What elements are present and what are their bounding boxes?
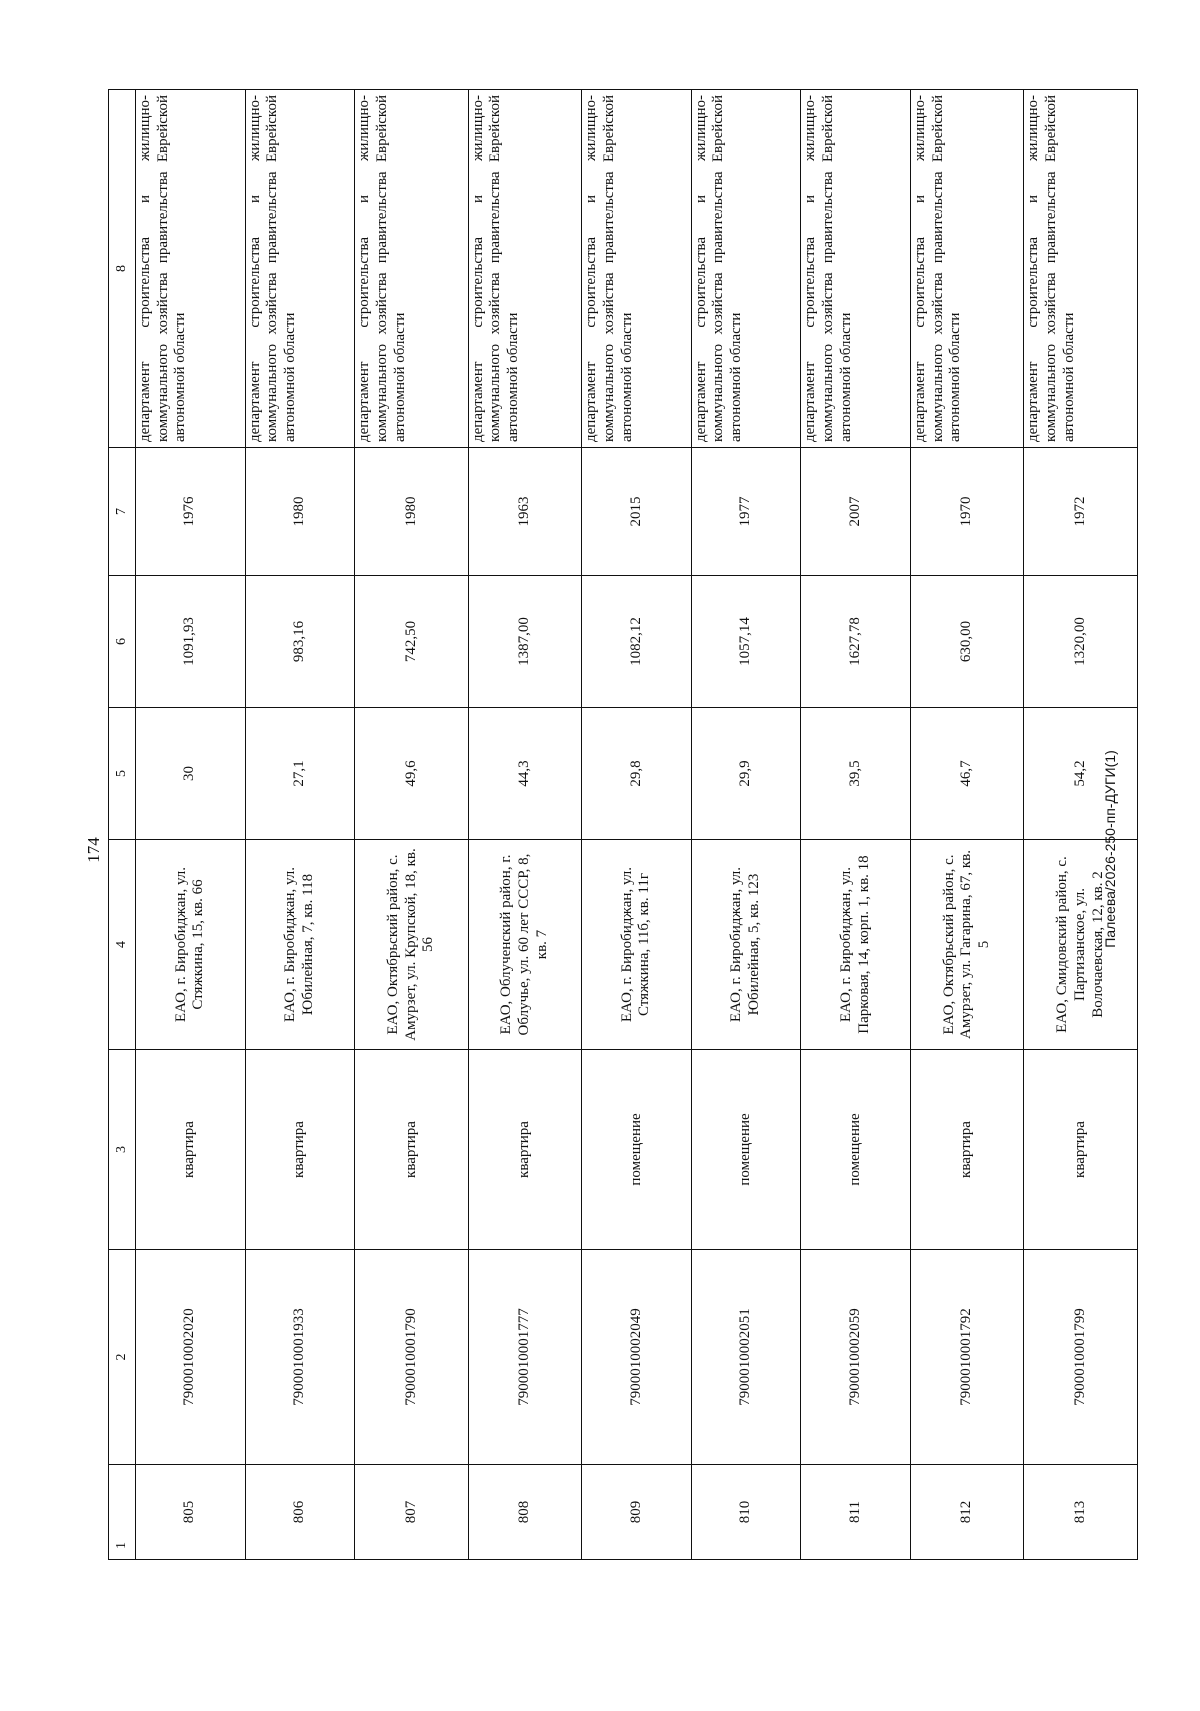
table-row bbox=[245, 90, 355, 1560]
year-cell: 1976 bbox=[136, 448, 246, 576]
registry-code-cell: 7900010002020 bbox=[136, 1250, 246, 1465]
holder-cell: департамент строительства и жилищно-коммунального хозяйства правительства Еврейской автономной области bbox=[468, 90, 582, 448]
address-cell: ЕАО, Октябрьский район, с. Амурзет, ул. Гагарина, 67, кв. 5 bbox=[910, 840, 1024, 1050]
area-cell: 27,1 bbox=[245, 708, 355, 840]
row-number-cell: 807 bbox=[355, 1465, 469, 1560]
table-row bbox=[355, 90, 469, 1560]
table-row bbox=[801, 90, 911, 1560]
value-cell: 1387,00 bbox=[468, 576, 582, 708]
table-row bbox=[136, 90, 246, 1560]
value-cell: 1627,78 bbox=[801, 576, 911, 708]
address-cell: ЕАО, г. Биробиджан, ул. Стяжкина, 15, кв. 66 bbox=[136, 840, 246, 1050]
value-cell: 1082,12 bbox=[582, 576, 692, 708]
column-header-6: 6 bbox=[109, 576, 136, 708]
column-header-2: 2 bbox=[109, 1250, 136, 1465]
year-cell: 1980 bbox=[355, 448, 469, 576]
registry-code-cell: 7900010002059 bbox=[801, 1250, 911, 1465]
table-row bbox=[910, 90, 1024, 1560]
column-header-3: 3 bbox=[109, 1050, 136, 1250]
area-cell: 49,6 bbox=[355, 708, 469, 840]
year-cell: 1970 bbox=[910, 448, 1024, 576]
column-header-7: 7 bbox=[109, 448, 136, 576]
object-type-cell: квартира bbox=[910, 1050, 1024, 1250]
object-type-cell: помещение bbox=[691, 1050, 801, 1250]
area-cell: 30 bbox=[136, 708, 246, 840]
registry-table bbox=[108, 89, 1138, 1560]
value-cell: 1057,14 bbox=[691, 576, 801, 708]
column-header-1: 1 bbox=[109, 1465, 136, 1560]
object-type-cell: квартира bbox=[136, 1050, 246, 1250]
address-cell: ЕАО, г. Биробиджан, ул. Юбилейная, 5, кв. 123 bbox=[691, 840, 801, 1050]
area-cell: 29,8 bbox=[582, 708, 692, 840]
year-cell: 1972 bbox=[1024, 448, 1138, 576]
value-cell: 742,50 bbox=[355, 576, 469, 708]
holder-cell: департамент строительства и жилищно-коммунального хозяйства правительства Еврейской автономной области bbox=[691, 90, 801, 448]
row-number-cell: 813 bbox=[1024, 1465, 1138, 1560]
holder-cell: департамент строительства и жилищно-коммунального хозяйства правительства Еврейской автономной области bbox=[582, 90, 692, 448]
area-cell: 54,2 bbox=[1024, 708, 1138, 840]
table-row bbox=[468, 90, 582, 1560]
value-cell: 983,16 bbox=[245, 576, 355, 708]
column-header-4: 4 bbox=[109, 840, 136, 1050]
address-cell: ЕАО, Смидовский район, с. Партизанское, ул. Волочаевская, 12, кв. 2 bbox=[1024, 840, 1138, 1050]
year-cell: 1963 bbox=[468, 448, 582, 576]
registry-table-rotated bbox=[108, 90, 1138, 1560]
year-cell: 2015 bbox=[582, 448, 692, 576]
object-type-cell: квартира bbox=[468, 1050, 582, 1250]
registry-code-cell: 7900010001799 bbox=[1024, 1250, 1138, 1465]
registry-table-container bbox=[108, 90, 1138, 1560]
row-number-cell: 805 bbox=[136, 1465, 246, 1560]
registry-code-cell: 7900010001790 bbox=[355, 1250, 469, 1465]
registry-code-cell: 7900010002051 bbox=[691, 1250, 801, 1465]
registry-code-cell: 7900010001777 bbox=[468, 1250, 582, 1465]
object-type-cell: квартира bbox=[355, 1050, 469, 1250]
value-cell: 1091,93 bbox=[136, 576, 246, 708]
address-cell: ЕАО, г. Биробиджан, ул. Стяжкина, 11б, кв. 11г bbox=[582, 840, 692, 1050]
object-type-cell: квартира bbox=[245, 1050, 355, 1250]
holder-cell: департамент строительства и жилищно-коммунального хозяйства правительства Еврейской автономной области bbox=[136, 90, 246, 448]
address-cell: ЕАО, Октябрьский район, с. Амурзет, ул. Крупской, 18, кв. 56 bbox=[355, 840, 469, 1050]
row-number-cell: 808 bbox=[468, 1465, 582, 1560]
address-cell: ЕАО, Облученский район, г. Облучье, ул. 60 лет СССР, 8, кв. 7 bbox=[468, 840, 582, 1050]
year-cell: 1977 bbox=[691, 448, 801, 576]
holder-cell: департамент строительства и жилищно-коммунального хозяйства правительства Еврейской автономной области bbox=[910, 90, 1024, 448]
registry-code-cell: 7900010001933 bbox=[245, 1250, 355, 1465]
holder-cell: департамент строительства и жилищно-коммунального хозяйства правительства Еврейской автономной области bbox=[355, 90, 469, 448]
row-number-cell: 812 bbox=[910, 1465, 1024, 1560]
row-number-cell: 811 bbox=[801, 1465, 911, 1560]
object-type-cell: помещение bbox=[582, 1050, 692, 1250]
holder-cell: департамент строительства и жилищно-коммунального хозяйства правительства Еврейской автономной области bbox=[245, 90, 355, 448]
row-number-cell: 810 bbox=[691, 1465, 801, 1560]
address-cell: ЕАО, г. Биробиджан, ул. Юбилейная, 7, кв. 118 bbox=[245, 840, 355, 1050]
column-header-5: 5 bbox=[109, 708, 136, 840]
registry-code-cell: 7900010002049 bbox=[582, 1250, 692, 1465]
area-cell: 46,7 bbox=[910, 708, 1024, 840]
address-cell: ЕАО, г. Биробиджан, ул. Парковая, 14, корп. 1, кв. 18 bbox=[801, 840, 911, 1050]
area-cell: 29,9 bbox=[691, 708, 801, 840]
area-cell: 44,3 bbox=[468, 708, 582, 840]
year-cell: 1980 bbox=[245, 448, 355, 576]
area-cell: 39,5 bbox=[801, 708, 911, 840]
row-number-cell: 809 bbox=[582, 1465, 692, 1560]
document-reference: Палеева/2026-250-пп-ДУГИ(1) bbox=[1102, 750, 1118, 948]
row-number-cell: 806 bbox=[245, 1465, 355, 1560]
registry-code-cell: 7900010001792 bbox=[910, 1250, 1024, 1465]
value-cell: 1320,00 bbox=[1024, 576, 1138, 708]
holder-cell: департамент строительства и жилищно-коммунального хозяйства правительства Еврейской автономной области bbox=[801, 90, 911, 448]
column-header-8: 8 bbox=[109, 90, 136, 448]
table-row bbox=[691, 90, 801, 1560]
object-type-cell: квартира bbox=[1024, 1050, 1138, 1250]
year-cell: 2007 bbox=[801, 448, 911, 576]
value-cell: 630,00 bbox=[910, 576, 1024, 708]
table-row bbox=[582, 90, 692, 1560]
table-header-row bbox=[109, 90, 136, 1560]
object-type-cell: помещение bbox=[801, 1050, 911, 1250]
page-number: 174 bbox=[84, 837, 103, 863]
holder-cell: департамент строительства и жилищно-коммунального хозяйства правительства Еврейской автономной области bbox=[1024, 90, 1138, 448]
